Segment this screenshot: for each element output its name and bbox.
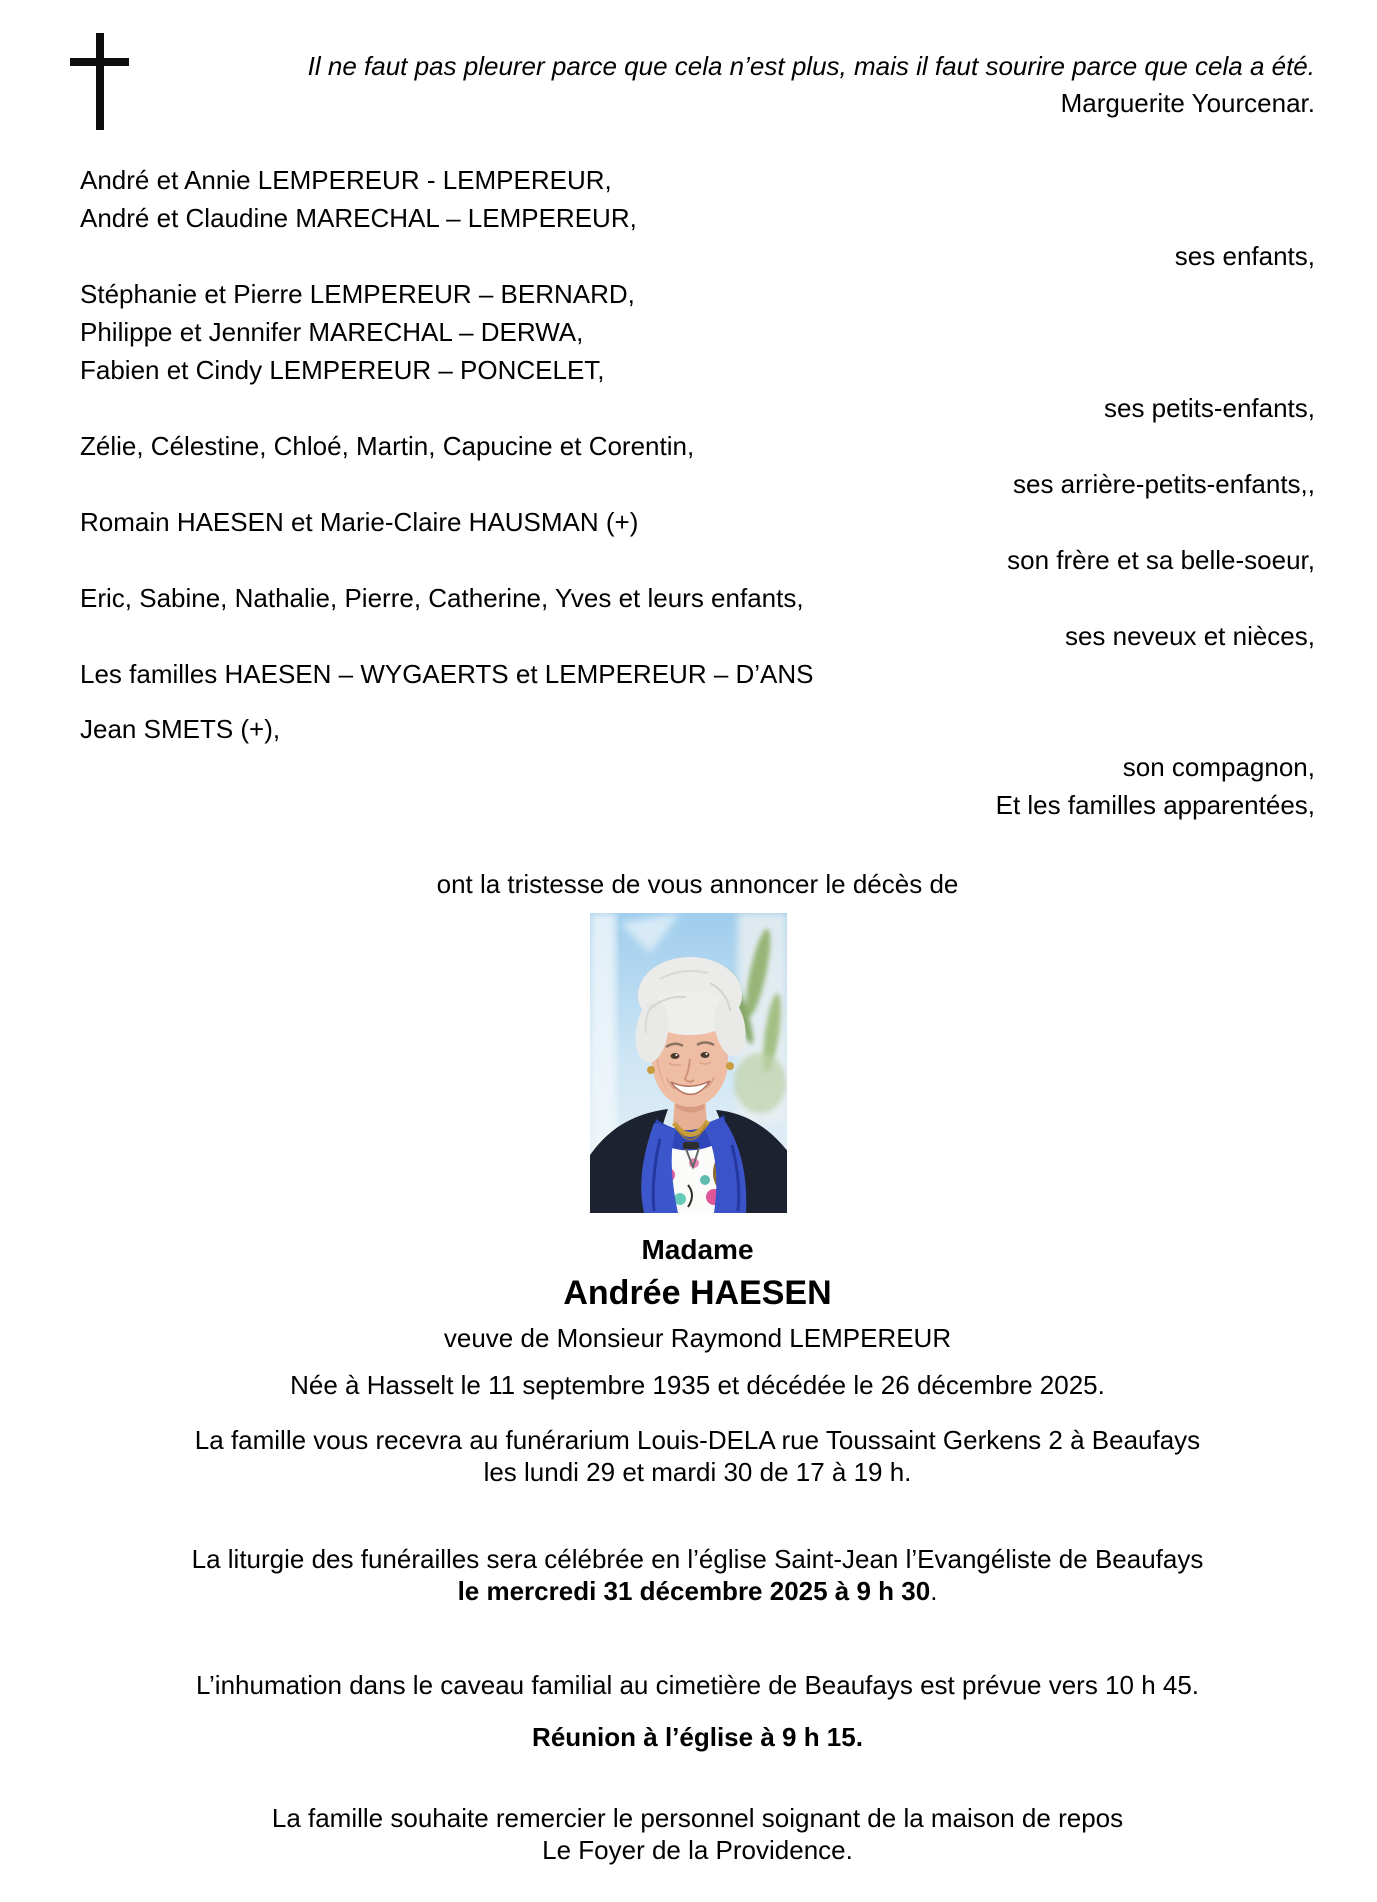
thanks-line-1: La famille souhaite remercier le personnel soignant de la maison de repos	[271, 1803, 1124, 1833]
announcement-text: ont la tristesse de vous annoncer le décès de	[436, 869, 959, 899]
deceased-dates: Née à Hasselt le 11 septembre 1935 et décédée le 26 décembre 2025.	[290, 1370, 1105, 1400]
relation-label: ses enfants,	[1174, 241, 1315, 271]
reception-info	[80, 1424, 1315, 1488]
family-member-line: Eric, Sabine, Nathalie, Pierre, Catherine, Yves et leurs enfants,	[80, 583, 804, 613]
relation-label: ses petits-enfants,	[1104, 393, 1315, 423]
quote-attribution: Marguerite Yourcenar.	[1060, 88, 1315, 118]
meeting-info: Réunion à l’église à 9 h 15.	[532, 1722, 863, 1752]
thanks-line-2: Le Foyer de la Providence.	[542, 1835, 853, 1865]
family-member-line: Romain HAESEN et Marie-Claire HAUSMAN (+)	[80, 507, 639, 537]
burial-info: L’inhumation dans le caveau familial au cimetière de Beaufays est prévue vers 10 h 45.	[195, 1670, 1200, 1700]
relation-label: ses arrière-petits-enfants,,	[1012, 469, 1315, 499]
cross-icon	[70, 33, 129, 130]
family-member-line: Stéphanie et Pierre LEMPEREUR – BERNARD,	[80, 279, 635, 309]
family-list	[80, 161, 1315, 824]
deceased-relation: veuve de Monsieur Raymond LEMPEREUR	[443, 1323, 952, 1353]
family-member-line: Les familles HAESEN – WYGAERTS et LEMPEREUR – D’ANS	[80, 659, 814, 689]
family-member-line: Fabien et Cindy LEMPEREUR – PONCELET,	[80, 355, 605, 385]
family-member-line: Zélie, Célestine, Chloé, Martin, Capucine et Corentin,	[80, 431, 695, 461]
family-member-line: André et Annie LEMPEREUR - LEMPEREUR,	[80, 165, 612, 195]
family-member-line: Philippe et Jennifer MARECHAL – DERWA,	[80, 317, 584, 347]
liturgy-line-1: La liturgie des funérailles sera célébrée en l’église Saint-Jean l’Evangéliste de Beaufays	[191, 1544, 1204, 1574]
reception-line-1: La famille vous recevra au funérarium Louis-DELA rue Toussaint Gerkens 2 à Beaufays	[194, 1425, 1201, 1455]
liturgy-line-2	[80, 1575, 1315, 1607]
relation-label: son frère et sa belle-soeur,	[1007, 545, 1315, 575]
relation-label: ses neveux et nièces,	[1064, 621, 1315, 651]
deceased-name: Andrée HAESEN	[563, 1274, 832, 1312]
memorial-quote: Il ne faut pas pleurer parce que cela n’est plus, mais il faut sourire parce que cela a été.	[307, 51, 1315, 81]
thanks-info	[80, 1802, 1315, 1866]
family-member-line: Jean SMETS (+),	[80, 714, 281, 744]
relation-label: Et les familles apparentées,	[995, 790, 1315, 820]
quote-block	[300, 48, 1315, 122]
relation-label: son compagnon,	[1122, 752, 1315, 782]
liturgy-date-suffix: .	[930, 1576, 938, 1606]
liturgy-date-bold: le mercredi 31 décembre 2025 à 9 h 30	[457, 1576, 931, 1606]
deceased-title: Madame	[641, 1234, 754, 1265]
portrait-photo	[590, 913, 787, 1213]
reception-line-2: les lundi 29 et mardi 30 de 17 à 19 h.	[483, 1457, 912, 1487]
liturgy-info	[80, 1543, 1315, 1607]
family-member-line: André et Claudine MARECHAL – LEMPEREUR,	[80, 203, 637, 233]
